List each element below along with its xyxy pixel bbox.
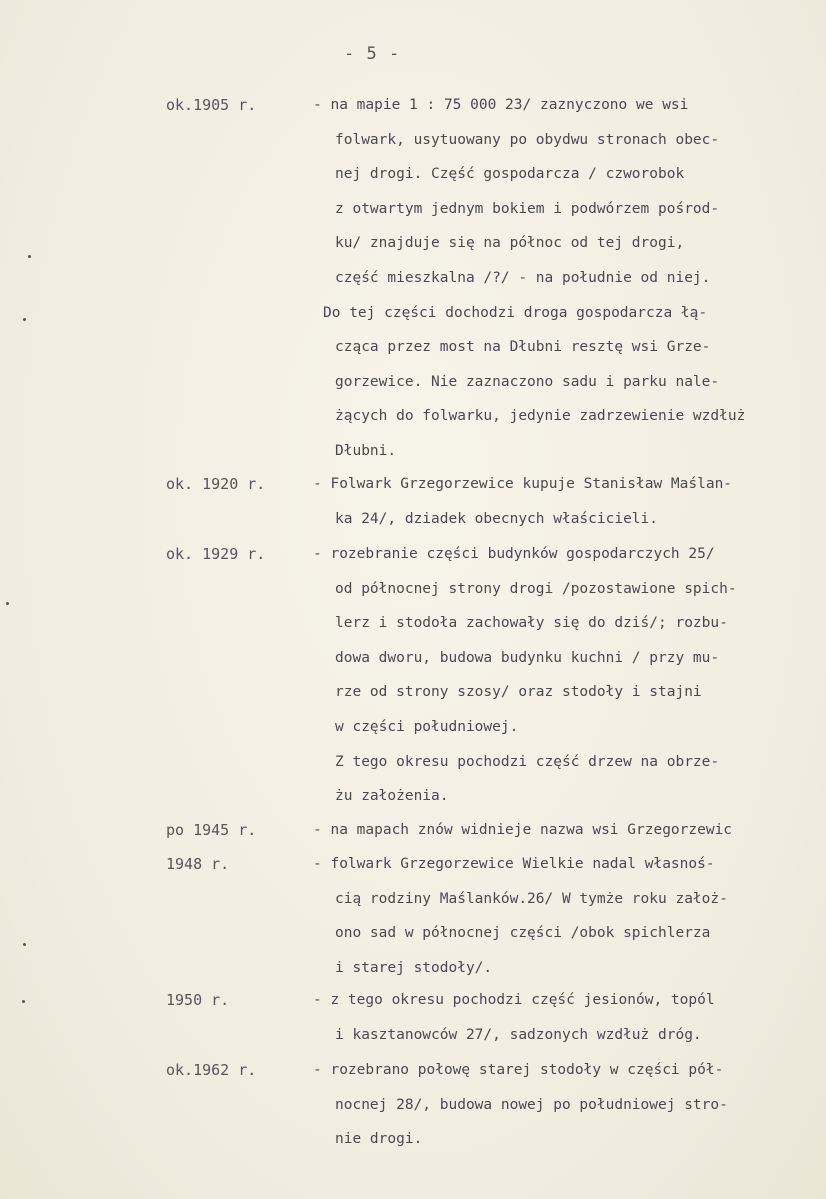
text-line: ka 24/, dziadek obecnych właścicieli.	[335, 510, 659, 527]
entry-date: ok. 1929 r.	[166, 545, 266, 563]
text-line: Do tej części dochodzi droga gospodarcza łą-	[323, 304, 708, 321]
text-line: ku/ znajduje się na północ od tej drogi,	[335, 235, 685, 252]
text-line: nej drogi. Część gospodarcza / czworobok	[335, 166, 685, 183]
text-line: - na mapie 1 : 75 000 23/ zaznyczono we wsi	[313, 97, 689, 113]
text-line: z otwartym jednym bokiem i podwórzem pośrod-	[335, 200, 720, 217]
page-number: - 5 -	[344, 44, 401, 64]
text-line: w części południowej.	[335, 718, 519, 735]
text-line: nocnej 28/, budowa nowej po południowej stro-	[335, 1096, 728, 1113]
text-line: - na mapach znów widnieje nazwa wsi Grzegorzewic	[313, 822, 733, 838]
margin-speck	[23, 318, 26, 321]
entry-text	[313, 467, 825, 536]
text-line: i starej stodoły/.	[335, 959, 493, 976]
margin-speck	[6, 602, 9, 605]
text-line: część mieszkalna /?/ - na południe od niej.	[335, 269, 711, 286]
entry-date: po 1945 r.	[166, 821, 257, 839]
text-line: Z tego okresu pochodzi część drzew na obrze-	[335, 753, 720, 770]
entry-date: 1948 r.	[166, 855, 230, 873]
text-line: cią rodziny Maślanków.26/ W tymże roku założ-	[335, 890, 728, 907]
entry-date: ok. 1920 r.	[166, 475, 266, 493]
entry-date: ok.1962 r.	[166, 1061, 257, 1079]
text-line: i kasztanowców 27/, sadzonych wzdłuż dróg.	[335, 1026, 702, 1043]
text-line: - rozebrano połowę starej stodoły w części pół-	[313, 1062, 724, 1078]
text-line: od północnej strony drogi /pozostawione spich-	[335, 580, 737, 597]
entry-text	[313, 983, 825, 1052]
text-line: - folwark Grzegorzewice Wielkie nadal własnoś-	[313, 856, 715, 872]
text-line: cząca przez most na Dłubni resztę wsi Grze-	[335, 339, 711, 356]
text-line: żących do folwarku, jedynie zadrzewienie wzdłuż	[335, 408, 746, 425]
entry-text	[313, 847, 825, 985]
margin-speck	[28, 255, 31, 258]
text-line: nie drogi.	[335, 1131, 423, 1148]
text-line: - Folwark Grzegorzewice kupuje Stanisław Maślan-	[313, 476, 733, 492]
entry-text	[313, 1053, 825, 1157]
text-line: lerz i stodoła zachowały się do dziś/; rozbu-	[335, 615, 728, 632]
entry-text	[313, 88, 825, 469]
entry-date: 1950 r.	[166, 991, 230, 1009]
text-line: żu założenia.	[335, 788, 449, 805]
text-line: Dłubni.	[335, 442, 397, 459]
margin-speck	[23, 943, 26, 946]
text-line: rze od strony szosy/ oraz stodoły i stajni	[335, 684, 702, 701]
text-line: dowa dworu, budowa budynku kuchni / przy mu-	[335, 649, 720, 666]
entry-text	[313, 813, 825, 848]
entry-date: ok.1905 r.	[166, 96, 257, 114]
text-line: - rozebranie części budynków gospodarczych 25/	[313, 546, 715, 562]
text-line: gorzewice. Nie zaznaczono sadu i parku nale-	[335, 373, 720, 390]
entry-text	[313, 537, 825, 814]
margin-speck	[22, 1000, 25, 1003]
text-line: ono sad w północnej części /obok spichlerza	[335, 925, 711, 942]
text-line: folwark, usytuowany po obydwu stronach obec-	[335, 131, 720, 148]
text-line: - z tego okresu pochodzi część jesionów, topól	[313, 992, 715, 1008]
